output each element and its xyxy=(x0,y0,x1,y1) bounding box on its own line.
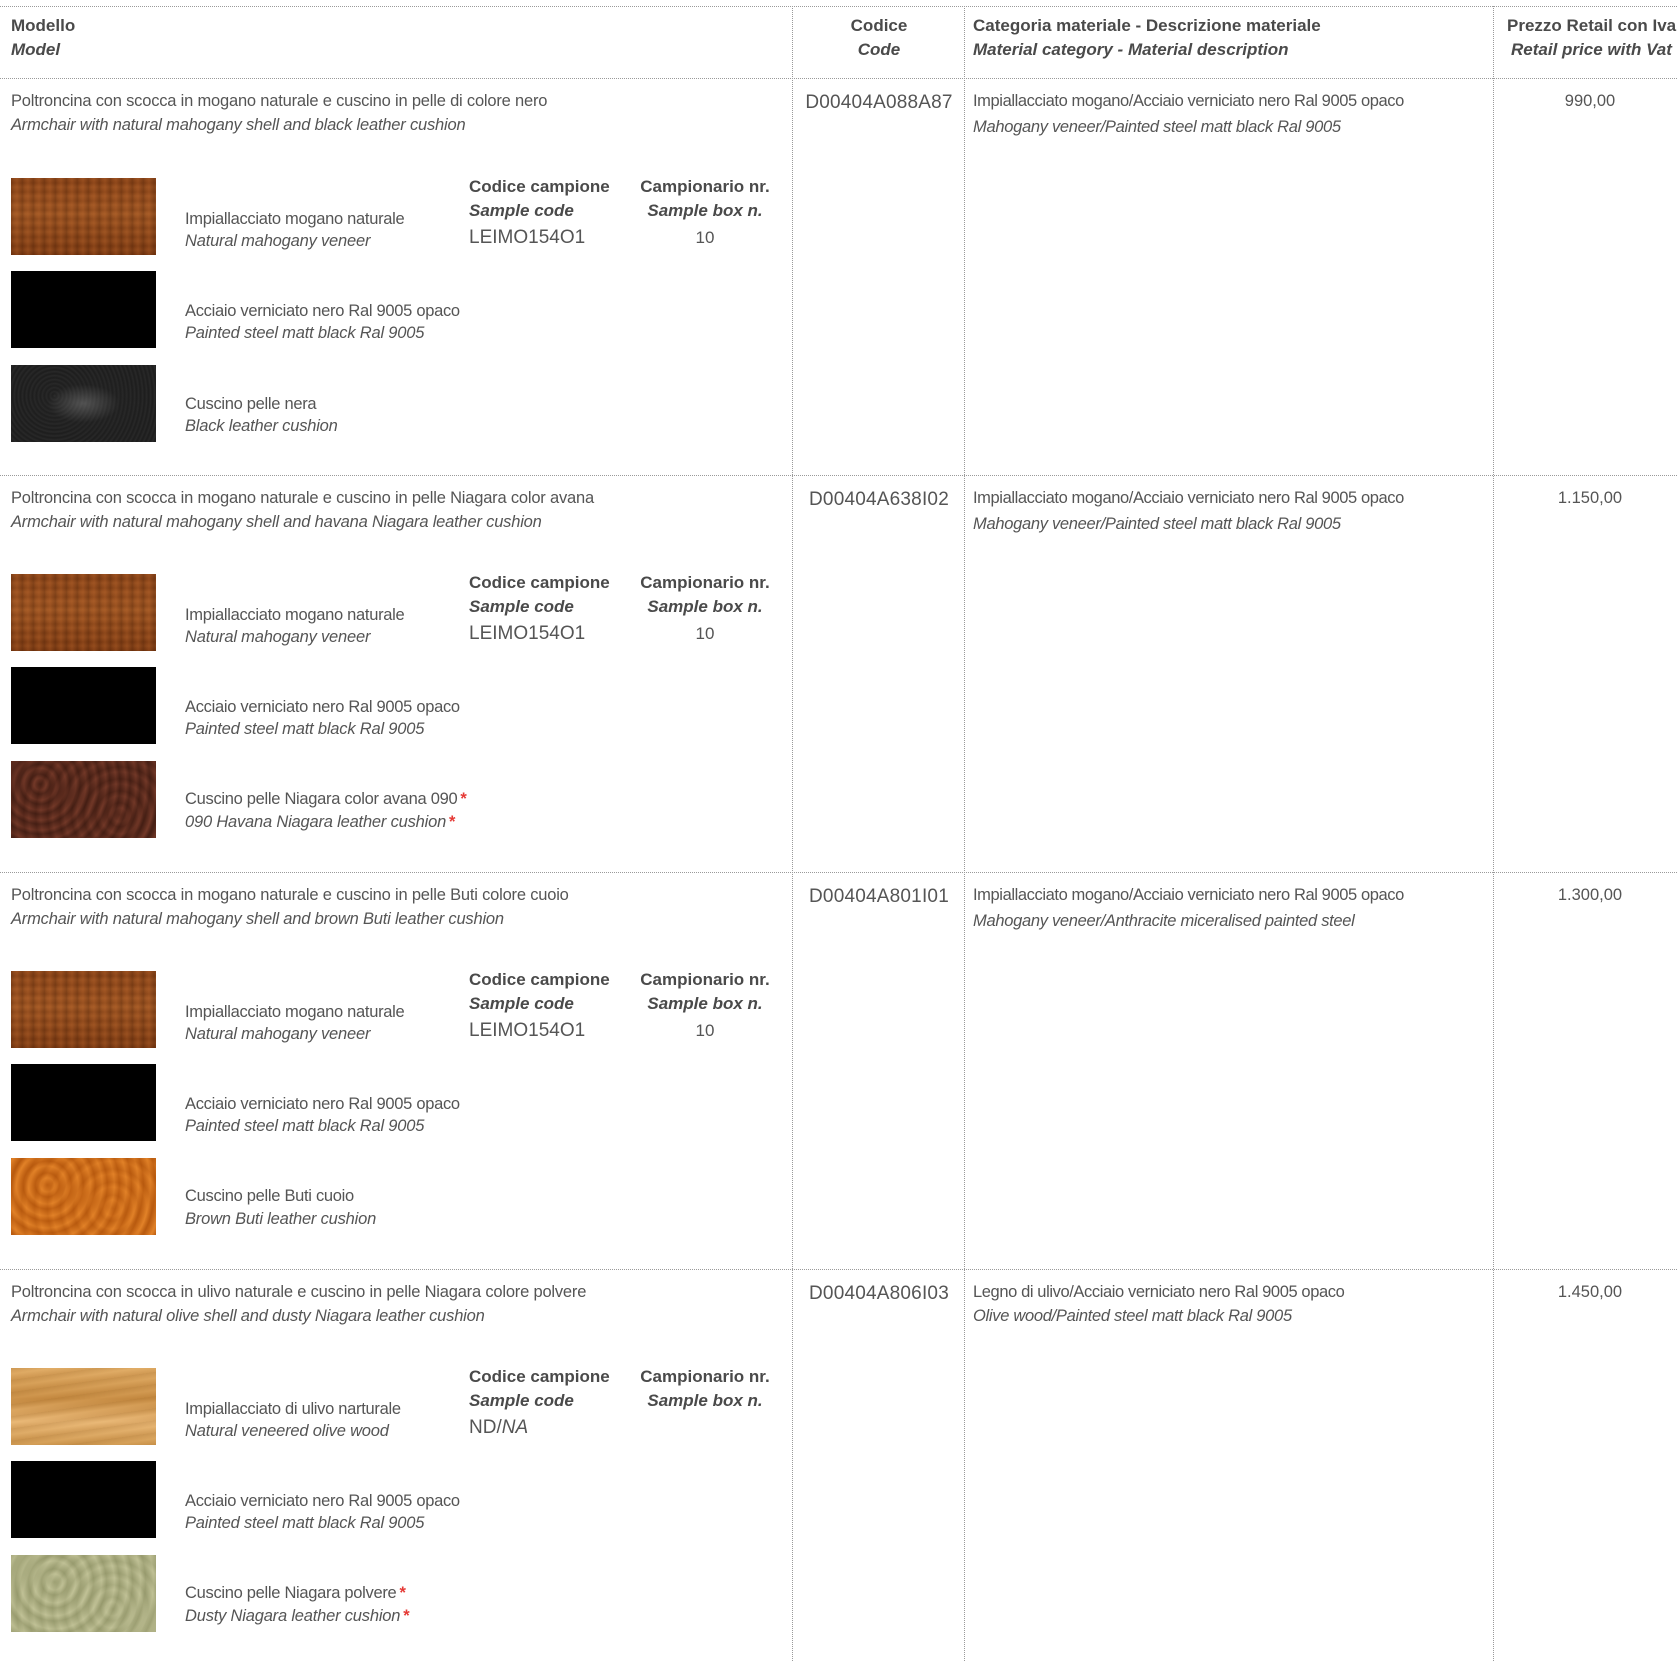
material-label-it: Cuscino pelle nera xyxy=(185,395,317,413)
matt-black-steel-swatch xyxy=(11,1064,156,1141)
asterisk-mark: * xyxy=(449,813,456,831)
header-code-en: Code xyxy=(857,40,901,59)
product-row xyxy=(0,477,1677,872)
header-model xyxy=(11,14,75,62)
material-label-it: Impiallacciato mogano naturale xyxy=(185,210,405,228)
header-category-en: Material category - Material description xyxy=(973,40,1289,59)
mahogany-veneer-swatch xyxy=(11,574,156,651)
material-category-it: Impiallacciato mogano/Acciaio verniciato nero Ral 9005 opaco xyxy=(973,886,1404,904)
model-description-en: Armchair with natural mahogany shell and black leather cushion xyxy=(11,116,466,134)
material-label-it xyxy=(185,1584,406,1603)
sample-box-header-en: Sample box n. xyxy=(647,201,763,220)
sample-box-header-en: Sample box n. xyxy=(647,994,763,1013)
sample-code-value: LEIMO154O1 xyxy=(469,1020,586,1041)
sample-code-header-it: Codice campione xyxy=(469,970,610,989)
header-price-it: Prezzo Retail con Iva xyxy=(1507,16,1677,35)
asterisk-mark: * xyxy=(399,1584,406,1602)
material-category-en: Olive wood/Painted steel matt black Ral 9005 xyxy=(973,1307,1292,1325)
sample-box-value: 10 xyxy=(695,228,715,247)
mahogany-veneer-swatch xyxy=(11,178,156,255)
sample-box-value: 10 xyxy=(695,1021,715,1040)
row-divider xyxy=(0,1269,1677,1270)
material-label-it: Impiallacciato mogano naturale xyxy=(185,1003,405,1021)
model-description-en: Armchair with natural olive shell and dusty Niagara leather cushion xyxy=(11,1307,485,1325)
header-code-it: Codice xyxy=(850,16,908,35)
sample-code-header xyxy=(469,571,610,619)
header-model-it: Modello xyxy=(11,16,76,35)
dusty-niagara-leather-swatch xyxy=(11,1555,156,1632)
sample-code-header-it: Codice campione xyxy=(469,573,610,592)
model-description-it: Poltroncina con scocca in ulivo naturale e cuscino in pelle Niagara colore polvere xyxy=(11,1283,587,1301)
material-label-en: Painted steel matt black Ral 9005 xyxy=(185,1117,425,1135)
sample-box-header-en: Sample box n. xyxy=(647,597,763,616)
model-description-it: Poltroncina con scocca in mogano naturale e cuscino in pelle di colore nero xyxy=(11,92,548,110)
header-price xyxy=(1507,14,1676,62)
sample-code-nd: ND/ xyxy=(469,1417,502,1438)
sample-box-value: 10 xyxy=(695,624,715,643)
sample-box-header xyxy=(635,1365,775,1413)
product-code: D00404A638I02 xyxy=(809,489,949,510)
material-label-text: Cuscino pelle Niagara polvere xyxy=(185,1584,397,1602)
sample-code-na: NA xyxy=(501,1417,529,1438)
retail-price: 1.300,00 xyxy=(1557,886,1623,904)
sample-code-header xyxy=(469,175,610,223)
table-top-rule xyxy=(0,6,1677,7)
material-label-it: Acciaio verniciato nero Ral 9005 opaco xyxy=(185,1492,460,1510)
material-label-en: Painted steel matt black Ral 9005 xyxy=(185,1514,425,1532)
header-category-it: Categoria materiale - Descrizione materiale xyxy=(973,16,1321,35)
black-leather-swatch xyxy=(11,365,156,442)
material-label-en: Black leather cushion xyxy=(185,417,338,435)
header-bottom-rule xyxy=(0,78,1677,79)
model-description-it: Poltroncina con scocca in mogano naturale e cuscino in pelle Niagara color avana xyxy=(11,489,594,507)
material-label-en: Natural mahogany veneer xyxy=(185,232,371,250)
sample-code-value: LEIMO154O1 xyxy=(469,227,586,248)
sample-code-value xyxy=(469,1417,528,1439)
product-row xyxy=(0,1271,1677,1661)
olive-veneer-swatch xyxy=(11,1368,156,1445)
material-label-it: Acciaio verniciato nero Ral 9005 opaco xyxy=(185,1095,460,1113)
sample-box-header-it: Campionario nr. xyxy=(640,177,770,196)
sample-code-header xyxy=(469,1365,610,1413)
sample-code-header-it: Codice campione xyxy=(469,1367,610,1386)
material-label-it: Impiallacciato di ulivo narturale xyxy=(185,1400,401,1418)
product-code: D00404A801I01 xyxy=(809,886,949,907)
matt-black-steel-swatch xyxy=(11,271,156,348)
material-category-it: Legno di ulivo/Acciaio verniciato nero Ral 9005 opaco xyxy=(973,1283,1345,1301)
sample-box-header xyxy=(635,571,775,619)
material-label-en: Painted steel matt black Ral 9005 xyxy=(185,720,425,738)
asterisk-mark: * xyxy=(403,1607,410,1625)
material-label-en: Natural mahogany veneer xyxy=(185,628,371,646)
material-label-en: Natural veneered olive wood xyxy=(185,1422,389,1440)
material-label-en xyxy=(185,1607,409,1626)
material-label-it: Acciaio verniciato nero Ral 9005 opaco xyxy=(185,698,460,716)
header-model-en: Model xyxy=(11,40,61,59)
header-category xyxy=(973,14,1321,62)
retail-price: 1.150,00 xyxy=(1557,489,1623,507)
material-category-en: Mahogany veneer/Anthracite miceralised painted steel xyxy=(973,912,1355,930)
model-description-en: Armchair with natural mahogany shell and brown Buti leather cushion xyxy=(11,910,504,928)
havana-niagara-leather-swatch xyxy=(11,761,156,838)
material-category-en: Mahogany veneer/Painted steel matt black Ral 9005 xyxy=(973,515,1341,533)
header-code xyxy=(793,14,965,62)
sample-code-header-en: Sample code xyxy=(469,597,574,616)
sample-code-header xyxy=(469,968,610,1016)
material-label-it: Acciaio verniciato nero Ral 9005 opaco xyxy=(185,302,460,320)
material-label-it: Impiallacciato mogano naturale xyxy=(185,606,405,624)
sample-box-header-it: Campionario nr. xyxy=(640,1367,770,1386)
row-divider xyxy=(0,475,1677,476)
sample-code-header-it: Codice campione xyxy=(469,177,610,196)
model-description-en: Armchair with natural mahogany shell and havana Niagara leather cushion xyxy=(11,513,542,531)
material-label-en: Natural mahogany veneer xyxy=(185,1025,371,1043)
sample-box-header-it: Campionario nr. xyxy=(640,573,770,592)
sample-box-header-en: Sample box n. xyxy=(647,1391,763,1410)
material-label-it: Cuscino pelle Buti cuoio xyxy=(185,1187,354,1205)
product-row xyxy=(0,80,1677,475)
brown-buti-leather-swatch xyxy=(11,1158,156,1235)
product-row xyxy=(0,874,1677,1269)
material-label-it xyxy=(185,790,466,809)
mahogany-veneer-swatch xyxy=(11,971,156,1048)
product-code: D00404A088A87 xyxy=(805,92,953,113)
retail-price: 1.450,00 xyxy=(1557,1283,1623,1301)
material-label-en xyxy=(185,813,455,832)
material-label-en: Painted steel matt black Ral 9005 xyxy=(185,324,425,342)
material-label-en: Brown Buti leather cushion xyxy=(185,1210,377,1228)
sample-code-header-en: Sample code xyxy=(469,1391,574,1410)
sample-box-header xyxy=(635,968,775,1016)
material-label-text: 090 Havana Niagara leather cushion xyxy=(185,813,447,831)
sample-box-header xyxy=(635,175,775,223)
material-label-text: Dusty Niagara leather cushion xyxy=(185,1607,401,1625)
row-divider xyxy=(0,872,1677,873)
product-code: D00404A806I03 xyxy=(809,1283,949,1304)
material-category-it: Impiallacciato mogano/Acciaio verniciato nero Ral 9005 opaco xyxy=(973,489,1404,507)
matt-black-steel-swatch xyxy=(11,1461,156,1538)
sample-code-header-en: Sample code xyxy=(469,201,574,220)
sample-code-value: LEIMO154O1 xyxy=(469,623,586,644)
asterisk-mark: * xyxy=(460,790,467,808)
model-description-it: Poltroncina con scocca in mogano naturale e cuscino in pelle Buti colore cuoio xyxy=(11,886,569,904)
matt-black-steel-swatch xyxy=(11,667,156,744)
material-category-it: Impiallacciato mogano/Acciaio verniciato nero Ral 9005 opaco xyxy=(973,92,1404,110)
material-category-en: Mahogany veneer/Painted steel matt black Ral 9005 xyxy=(973,118,1341,136)
sample-code-header-en: Sample code xyxy=(469,994,574,1013)
retail-price: 990,00 xyxy=(1564,92,1616,110)
sample-box-header-it: Campionario nr. xyxy=(640,970,770,989)
header-price-en: Retail price with Vat xyxy=(1511,40,1672,59)
material-label-text: Cuscino pelle Niagara color avana 090 xyxy=(185,790,458,808)
